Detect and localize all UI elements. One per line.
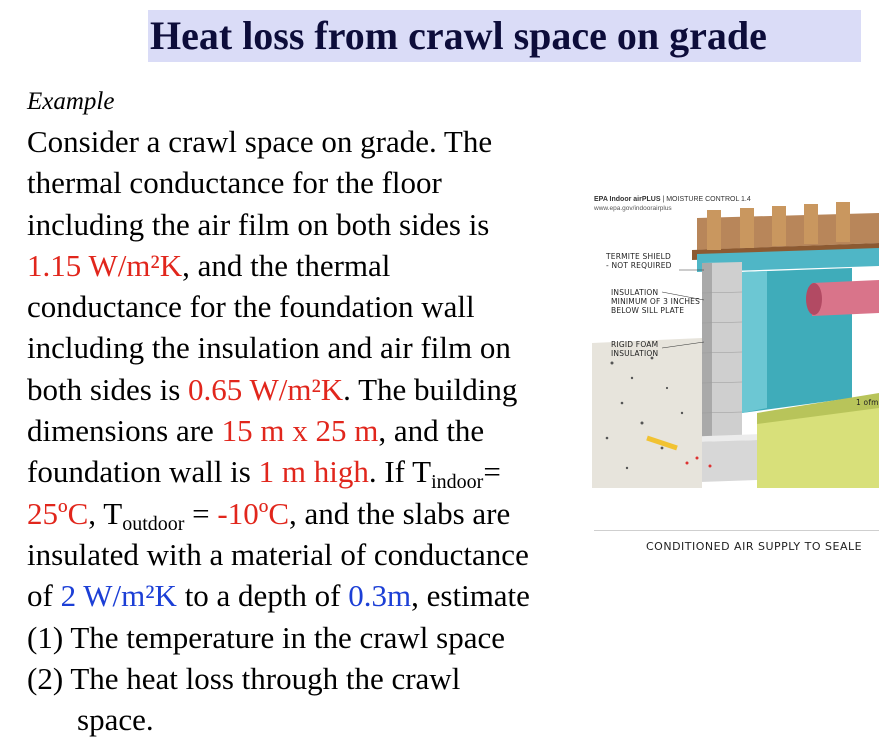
label-line: - NOT REQUIRED	[606, 261, 672, 270]
text-line	[27, 534, 607, 575]
indoor-temp-value: 25ºC	[27, 495, 89, 531]
text-run: both sides is	[27, 371, 189, 407]
text-run: (1) The temperature in the crawl space	[27, 619, 505, 655]
text-run: including the air film on both sides is	[27, 206, 490, 242]
slab-conductance-value: 2 W/m²K	[60, 578, 177, 614]
wall-height-value: 1 m high	[258, 454, 369, 490]
label-line: INSULATION	[611, 288, 659, 297]
text-run: (2) The heat loss through the crawl	[27, 660, 461, 696]
slide-title: Heat loss from crawl space on grade	[150, 13, 767, 58]
subscript-outdoor: outdoor	[122, 512, 185, 535]
text-run: , and the slabs are	[289, 495, 511, 531]
insulation-depth-value: 0.3m	[348, 578, 412, 614]
text-run: =	[483, 454, 501, 490]
text-run: including the insulation and air film on	[27, 330, 511, 366]
text-line	[27, 204, 607, 245]
label-line: MINIMUM OF 3 INCHES	[611, 297, 701, 306]
text-run: , T	[88, 495, 123, 531]
text-run: , estimate	[411, 578, 530, 614]
text-line	[27, 327, 607, 368]
label-line: TERMITE SHIELD	[606, 252, 672, 261]
floor-conductance-value: 1.15 W/m²K	[27, 247, 183, 283]
text-line	[27, 162, 607, 203]
insulation-label	[611, 288, 700, 315]
illustration-caption: CONDITIONED AIR SUPPLY TO SEALE	[646, 540, 863, 553]
example-label: Example	[27, 88, 115, 115]
wall-conductance-value: 0.65 W/m²K	[188, 371, 344, 407]
illustration-url: www.epa.gov/indoorairplus	[594, 205, 672, 212]
text-line	[27, 369, 607, 410]
text-line	[27, 410, 607, 451]
text-run: Consider a crawl space on grade. The	[27, 124, 493, 159]
text-line	[27, 121, 607, 162]
termite-shield-label	[606, 252, 672, 270]
text-run: space.	[77, 702, 154, 738]
illustration-header	[594, 196, 751, 203]
text-run: insulated with a material of conductance	[27, 536, 529, 572]
text-line	[27, 451, 607, 492]
rigid-foam-label	[611, 340, 658, 358]
illustration-section: | MOISTURE CONTROL 1.4	[660, 196, 751, 203]
question-2	[27, 658, 607, 699]
label-line: RIGID FOAM	[611, 340, 659, 349]
text-run: to a depth of	[176, 578, 349, 614]
text-run: dimensions are	[27, 413, 222, 449]
label-line: BELOW SILL PLATE	[611, 306, 685, 315]
text-line	[27, 286, 607, 327]
text-line	[27, 493, 607, 534]
text-run: foundation wall is	[27, 454, 259, 490]
text-run: thermal conductance for the floor	[27, 165, 442, 201]
text-run: of	[27, 578, 61, 614]
question-2-continued	[27, 699, 607, 740]
outdoor-temp-value: -10ºC	[217, 495, 290, 531]
text-run: , and the thermal	[182, 247, 391, 283]
text-run: . If T	[368, 454, 432, 490]
text-run: =	[184, 495, 218, 531]
subscript-indoor: indoor	[431, 471, 484, 494]
text-run: . The building	[343, 371, 518, 407]
caption-divider	[594, 530, 879, 531]
text-line	[27, 575, 607, 616]
problem-statement	[27, 121, 607, 740]
text-run: conductance for the foundation wall	[27, 289, 475, 325]
question-1	[27, 617, 607, 658]
text-run: , and the	[378, 413, 485, 449]
label-line: INSULATION	[611, 349, 659, 358]
illustration-brand: EPA Indoor airPLUS	[594, 196, 661, 203]
edge-label: 1 ofm	[856, 398, 879, 407]
dimensions-value: 15 m x 25 m	[221, 413, 379, 449]
crawl-space-illustration	[592, 188, 879, 533]
text-line	[27, 245, 607, 286]
